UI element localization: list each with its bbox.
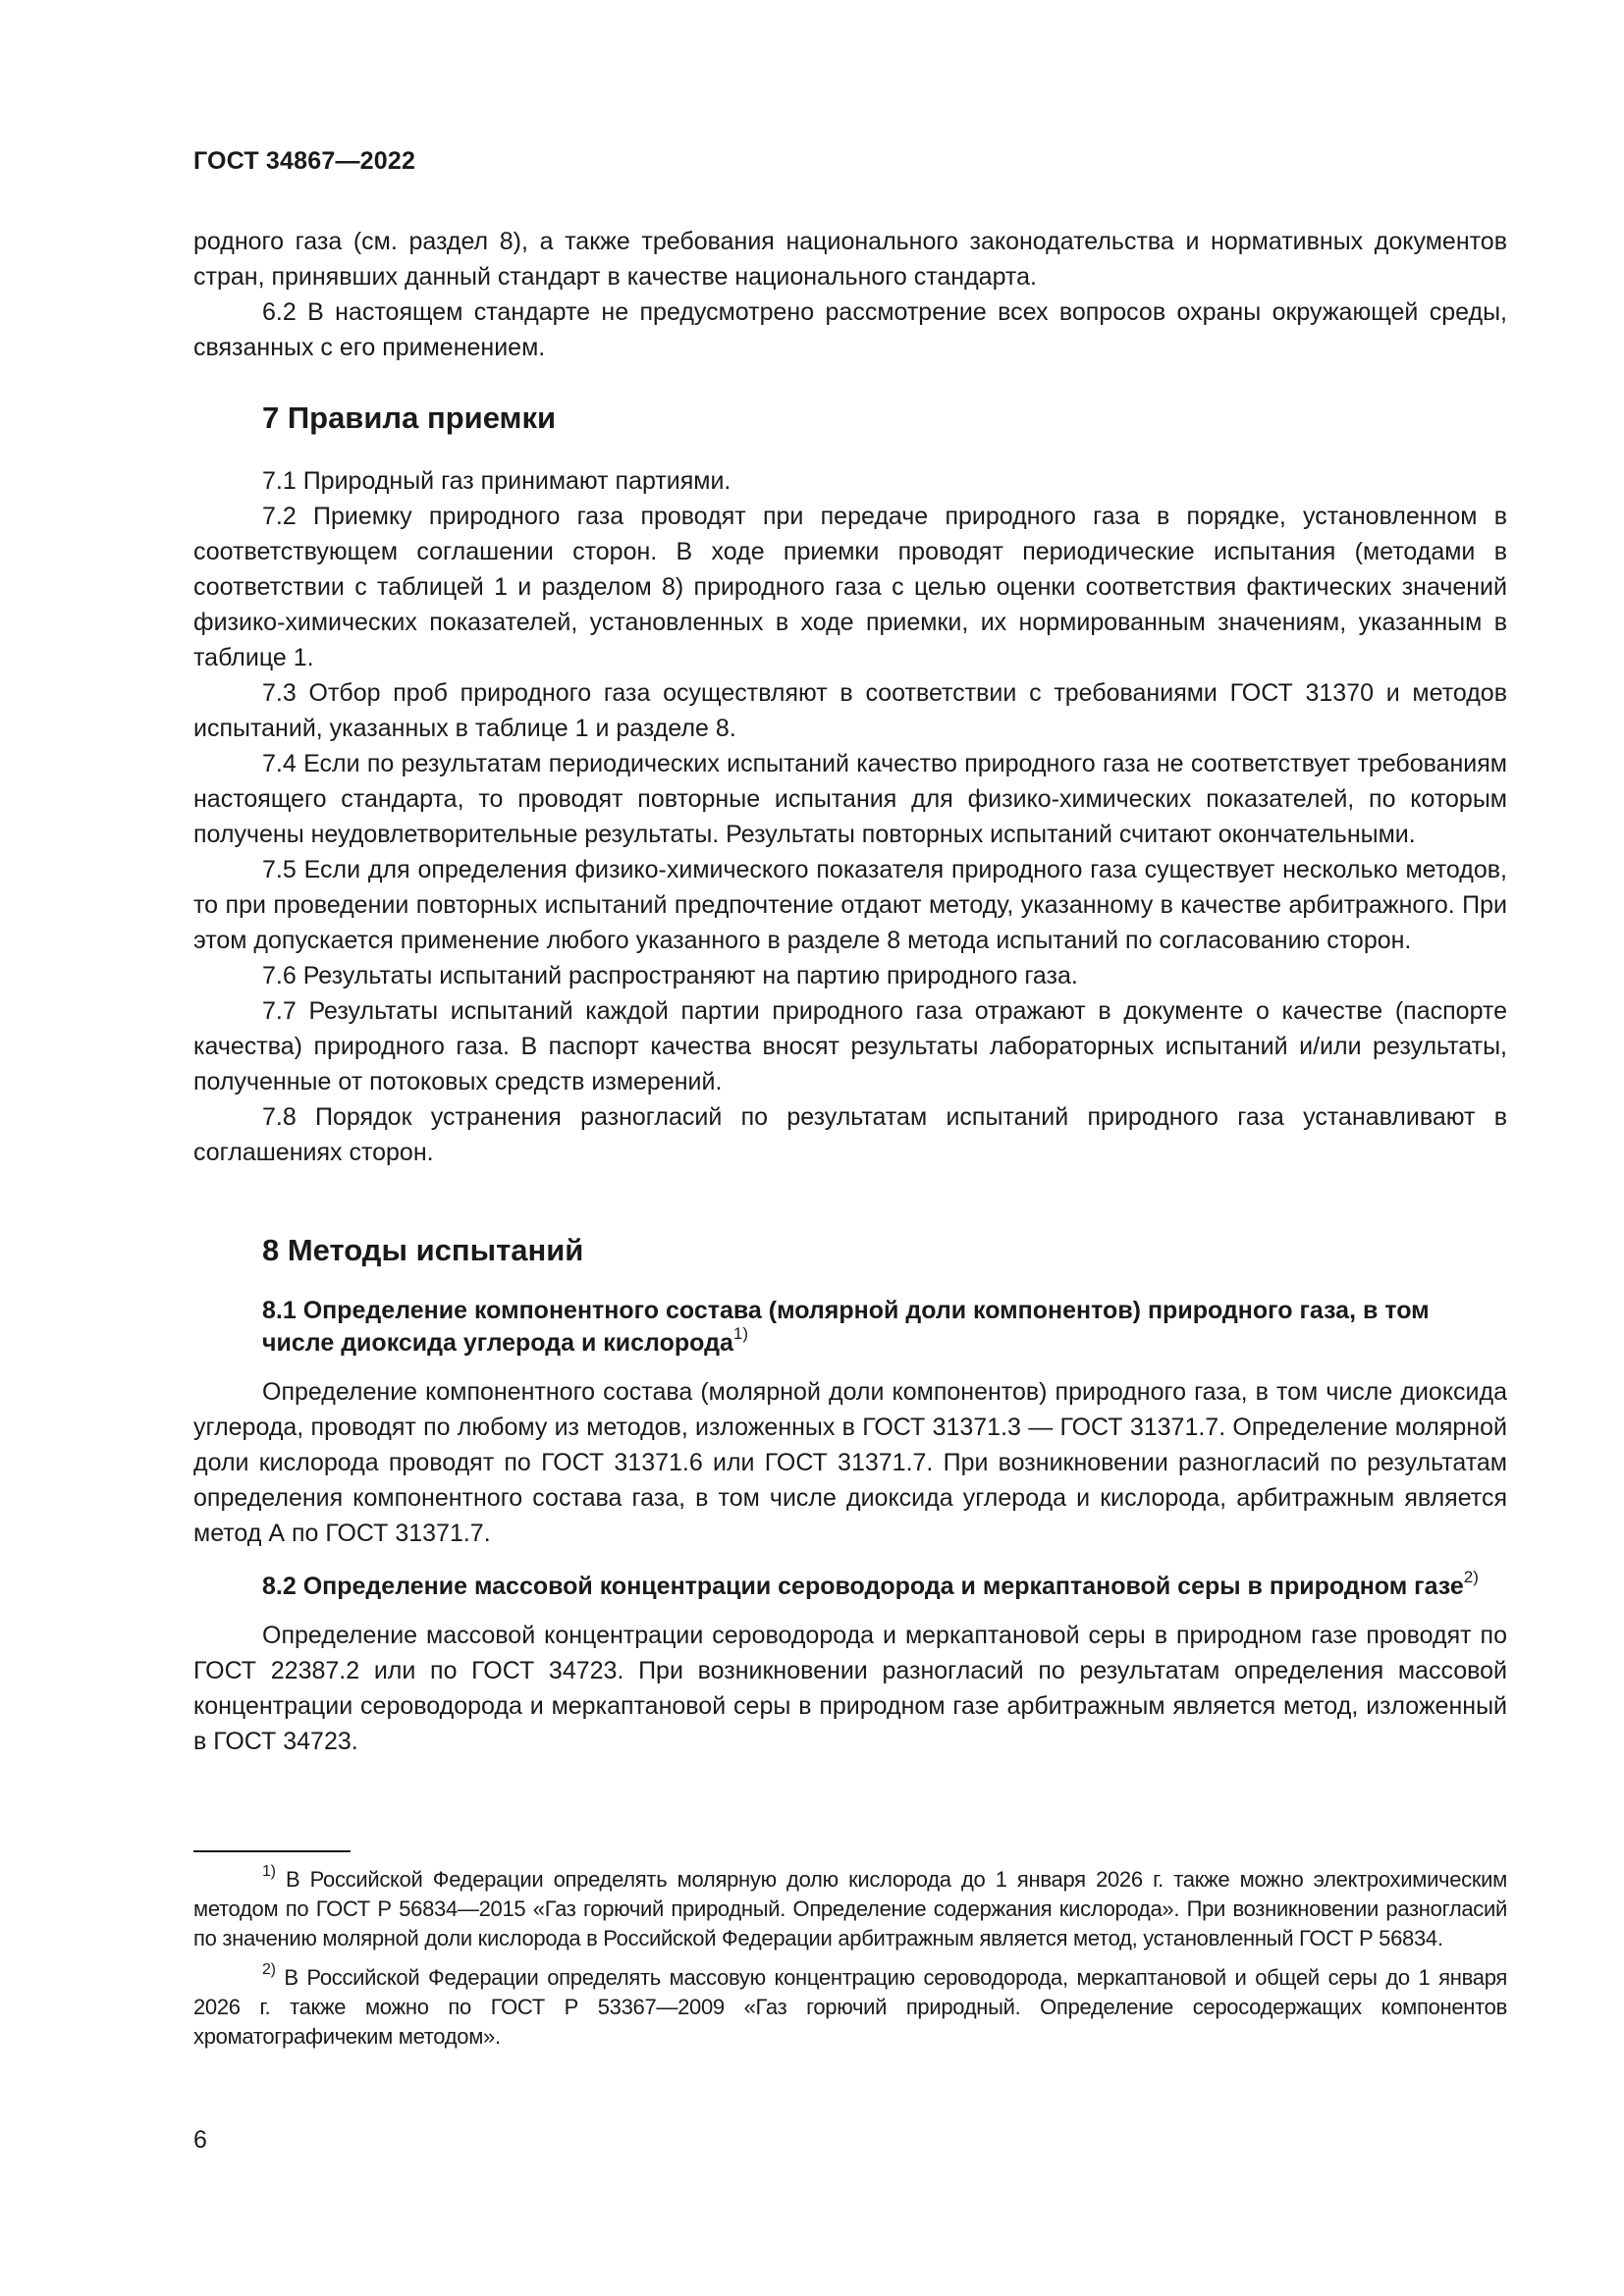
paragraph-7-8: 7.8 Порядок устранения разногласий по результатам испытаний природного газа устанавливают в соглашениях сторон.	[193, 1103, 1507, 1166]
paragraph-7-5: 7.5 Если для определения физико-химического показателя природного газа существует несколько методов, то при проведении повторных испытаний предпочтение отдают методу, указанному в качестве арбитражного. При этом допускается применение любого указанного в разделе 8 метода испытаний по согласованию сторон.	[193, 856, 1507, 954]
paragraph-7-4: 7.4 Если по результатам периодических испытаний качество природного газа не соответствует требованиям настоящего стандарта, то проводят повторные испытания для физико-химических показателей, по которым получены неудовлетворительные результаты. Результаты повторных испытаний считают окончательными.	[193, 750, 1507, 848]
footnote-2	[193, 1960, 1508, 2052]
footnote-1	[193, 1862, 1507, 1953]
paragraph-6-continuation: родного газа (см. раздел 8), а также требования национального законодательства и нормативных документов стран, принявших данный стандарт в качестве национального стандарта.	[193, 228, 1507, 291]
paragraph-7-1: 7.1 Природный газ принимают партиями.	[262, 467, 731, 495]
paragraph-7-6: 7.6 Результаты испытаний распространяют на партию природного газа.	[262, 962, 1078, 989]
paragraph-6-2: 6.2 В настоящем стандарте не предусмотрено рассмотрение всех вопросов охраны окружающей среды, связанных с его применением.	[193, 298, 1507, 361]
paragraph-8-1: Определение компонентного состава (молярной доли компонентов) природного газа, в том числе диоксида углерода, проводят по любому из методов, изложенных в ГОСТ 31371.3 — ГОСТ 31371.7. Определение молярной доли кислорода проводят по ГОСТ 31371.6 или ГОСТ 31371.7. При возникновении разногласий по результатам определения компонентного состава газа, в том числе диоксида углерода и кислорода, арбитражным является метод А по ГОСТ 31371.7.	[193, 1378, 1507, 1547]
subsection-8-2-title-text: 8.2 Определение массовой концентрации сероводорода и меркаптановой серы в природном газе	[262, 1573, 1464, 1600]
paragraph-7-7: 7.7 Результаты испытаний каждой партии природного газа отражают в документе о качестве (паспорте качества) природного газа. В паспорт качества вносят результаты лабораторных испытаний и/или результаты, полученные от потоковых средств измерений.	[193, 997, 1507, 1095]
section-7-title: 7 Правила приемки	[262, 400, 557, 435]
footnotes-block	[193, 1862, 1508, 2052]
section-6-block	[193, 224, 1507, 365]
section-8-title: 8 Методы испытаний	[262, 1233, 584, 1267]
paragraph-7-3: 7.3 Отбор проб природного газа осуществляют в соответствии с требованиями ГОСТ 31370 и методов испытаний, указанных в таблице 1 и разделе 8.	[193, 679, 1507, 742]
subsection-8-1-title	[193, 1295, 1507, 1360]
footnote-1-mark: 1)	[262, 1862, 276, 1880]
footnote-separator	[193, 1850, 351, 1852]
paragraph-7-2: 7.2 Приемку природного газа проводят при передаче природного газа в порядке, установленном в соответствующем соглашении сторон. В ходе приемки проводят периодические испытания (методами в соответствии с таблицей 1 и разделом 8) природного газа с целью оценки соответствия фактических значений физико-химических показателей, установленных в ходе приемки, их нормированным значениям, указанным в таблице 1.	[193, 503, 1507, 671]
footnote-1-text: В Российской Федерации определять молярную долю кислорода до 1 января 2026 г. также можно электрохимическим методом по ГОСТ Р 56834—2015 «Газ горючий природный. Определение содержания кислорода». При возникновении разногласий по значению молярной доли кислорода в Российской Федерации арбитражным является метод, установленный ГОСТ Р 56834.	[193, 1867, 1507, 1950]
paragraph-8-2: Определение массовой концентрации сероводорода и меркаптановой серы в природном газе проводят по ГОСТ 22387.2 или по ГОСТ 34723. При возникновении разногласий по результатам определения массовой концентрации сероводорода и меркаптановой серы в природном газе арбитражным является метод, изложенный в ГОСТ 34723.	[193, 1622, 1507, 1755]
page-number: 6	[193, 2126, 207, 2154]
footnote-2-text: В Российской Федерации определять массовую концентрацию сероводорода, меркаптановой и общей серы до 1 января 2026 г. также можно по ГОСТ Р 53367—2009 «Газ горючий природный. Определение серосодержащих компонентов хроматографичеким методом».	[193, 1965, 1508, 2049]
section-7-block	[193, 399, 1507, 1170]
document-header-id: ГОСТ 34867—2022	[193, 147, 416, 175]
footnote-ref-1: 1)	[732, 1323, 748, 1343]
subsection-8-2-title	[193, 1567, 1507, 1603]
section-8-block	[193, 1231, 1507, 1759]
footnote-ref-2: 2)	[1463, 1567, 1479, 1586]
footnote-2-mark: 2)	[262, 1960, 276, 1978]
subsection-8-1-title-text: 8.1 Определение компонентного состава (молярной доли компонентов) природного газа, в том числе диоксида углерода и кислорода	[262, 1297, 1430, 1357]
